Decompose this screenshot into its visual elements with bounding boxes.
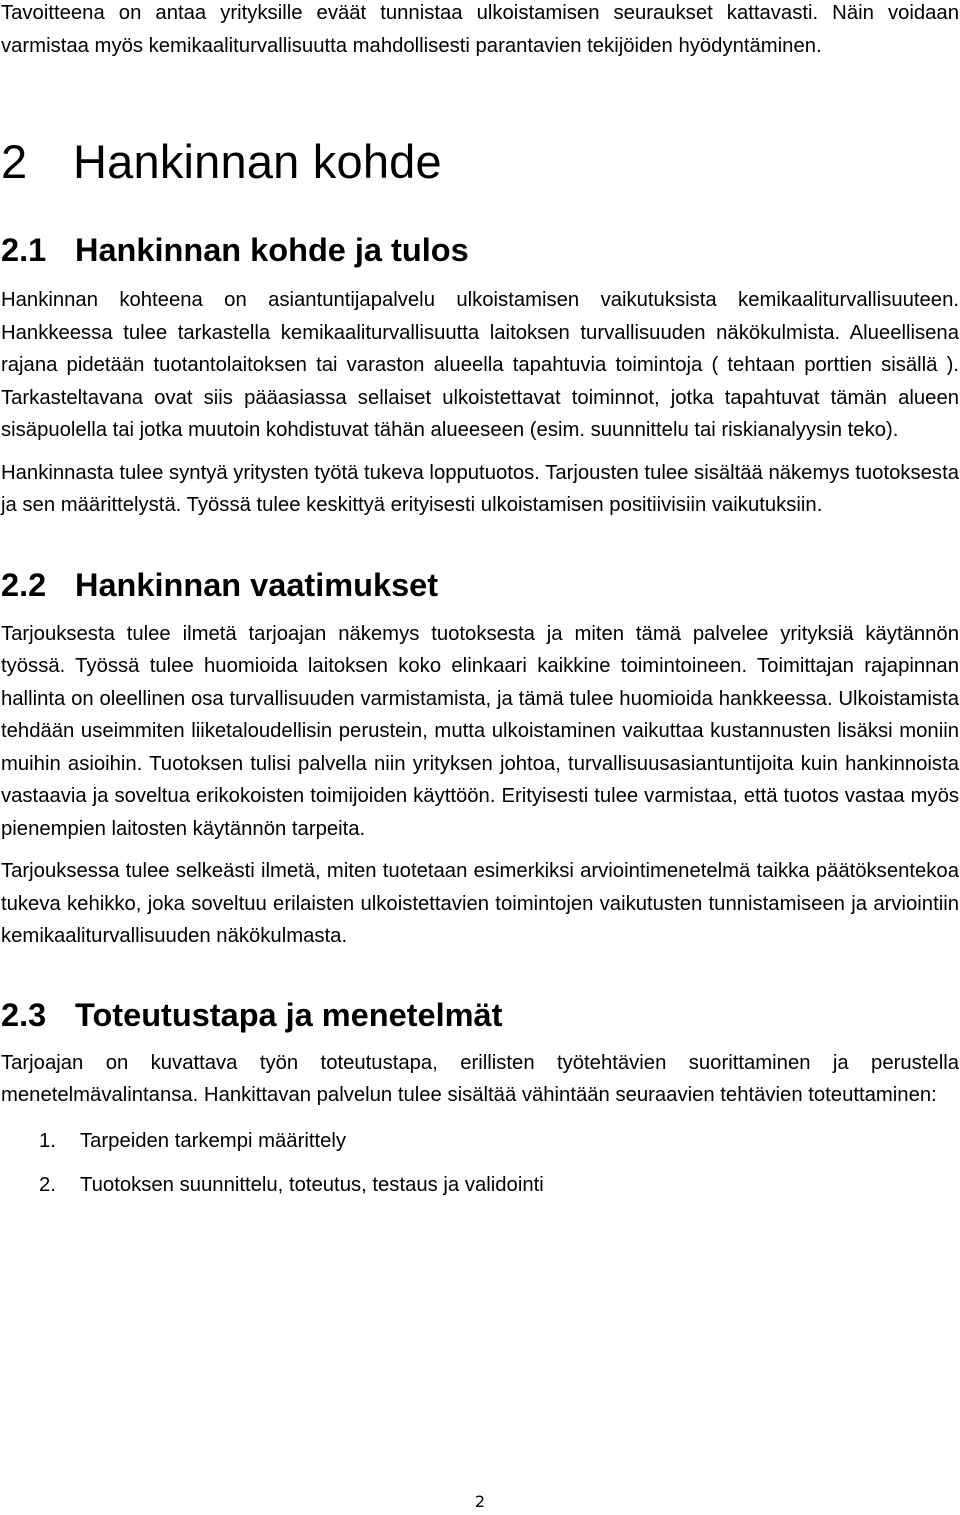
page-content xyxy=(1,0,959,1202)
section-number: 2.2 xyxy=(1,566,47,603)
list-item-marker: 1. xyxy=(39,1129,56,1152)
section-2-2-paragraph-1: Tarjouksesta tulee ilmetä tarjoajan näkemys tuotoksesta ja miten tämä palvelee yrityksiä käytännön työssä. Työssä tulee huomioida laitoksen koko elinkaari kaikkine toimintoineen. Toimittajan rajapinnan hallinta on oleellinen osa turvallisuuden varmistamista, ja tämä tulee huomioida hankkeessa. Ulkoistamista tehdään useimmiten liiketaloudellisin perustein, mutta ulkoistaminen vaikuttaa kustannusten lisäksi moniin muihin asioihin. Tuotoksen tulisi palvella niin yrityksen johtoa, turvallisuusasiantuntijoita kuin hankinnoista vastaavia ja soveltua erikokoisten toimijoiden käyttöön. Erityisesti tulee varmistaa, että tuotos vastaa myös pienempien laitosten käytännön tarpeita. xyxy=(1,622,959,840)
intro-paragraph: Tavoitteena on antaa yrityksille eväät tunnistaa ulkoistamisen seuraukset kattavasti. Näin voidaan varmistaa myös kemikaaliturvallisuutta mahdollisesti parantavien tekijöiden hyödyntäminen. xyxy=(1,2,959,57)
section-title: Hankinnan vaatimukset xyxy=(75,566,439,603)
section-number: 2.3 xyxy=(1,996,47,1033)
section-2-1-paragraph-2: Hankinnasta tulee syntyä yritysten työtä tukeva lopputuotos. Tarjousten tulee sisältää näkemys tuotoksesta ja sen määrittelystä. Työssä tulee keskittyä erityisesti ulkoistamisen positiivisiin vaikutuksiin. xyxy=(1,461,959,516)
section-title: Hankinnan kohde ja tulos xyxy=(75,232,469,268)
task-list xyxy=(1,1125,959,1202)
section-heading-2-1 xyxy=(1,230,959,270)
list-item-text: Tarpeiden tarkempi määrittely xyxy=(80,1129,347,1152)
section-title: Toteutustapa ja menetelmät xyxy=(75,996,503,1033)
list-item xyxy=(1,1125,959,1158)
section-heading-2-3 xyxy=(1,995,959,1035)
page-number: 2 xyxy=(474,1492,486,1511)
section-heading-2-2 xyxy=(1,565,959,605)
chapter-number: 2 xyxy=(1,135,28,188)
section-2-3-paragraph-1: Tarjoajan on kuvattava työn toteutustapa, erillisten työtehtävien suorittaminen ja perustella menetelmävalintansa. Hankittavan palvelun tulee sisältää vähintään seuraavien tehtävien toteuttaminen: xyxy=(1,1051,959,1106)
chapter-heading xyxy=(1,134,959,190)
section-2-2-paragraph-2: Tarjouksessa tulee selkeästi ilmetä, miten tuotetaan esimerkiksi arviointimenetelmä taikka päätöksentekoa tukeva kehikko, joka soveltuu erilaisten ulkoistettavien toimintojen vaikutusten tunnistamiseen ja arviointiin kemikaaliturvallisuuden näkökulmasta. xyxy=(1,860,959,947)
list-item xyxy=(1,1169,959,1202)
section-number: 2.1 xyxy=(1,232,47,268)
section-2-1-paragraph-1: Hankinnan kohteena on asiantuntijapalvelu ulkoistamisen vaikutuksista kemikaaliturvallisuuteen. Hankkeessa tulee tarkastella kemikaaliturvallisuutta laitoksen turvallisuuden näkökulmista. Alueellisena rajana pidetään tuotantolaitoksen tai varaston alueella tapahtuvia toimintoja ( tehtaan porttien sisällä ). Tarkasteltavana ovat siis pääasiassa sellaiset ulkoistettavat toiminnot, jotka tapahtuvat tämän alueen sisäpuolella tai jotka muutoin kohdistuvat tähän alueeseen (esim. suunnittelu tai riskianalyysin teko). xyxy=(1,289,959,441)
chapter-title: Hankinnan kohde xyxy=(73,135,442,188)
list-item-marker: 2. xyxy=(39,1174,56,1196)
list-item-text: Tuotoksen suunnittelu, toteutus, testaus ja validointi xyxy=(80,1174,544,1196)
